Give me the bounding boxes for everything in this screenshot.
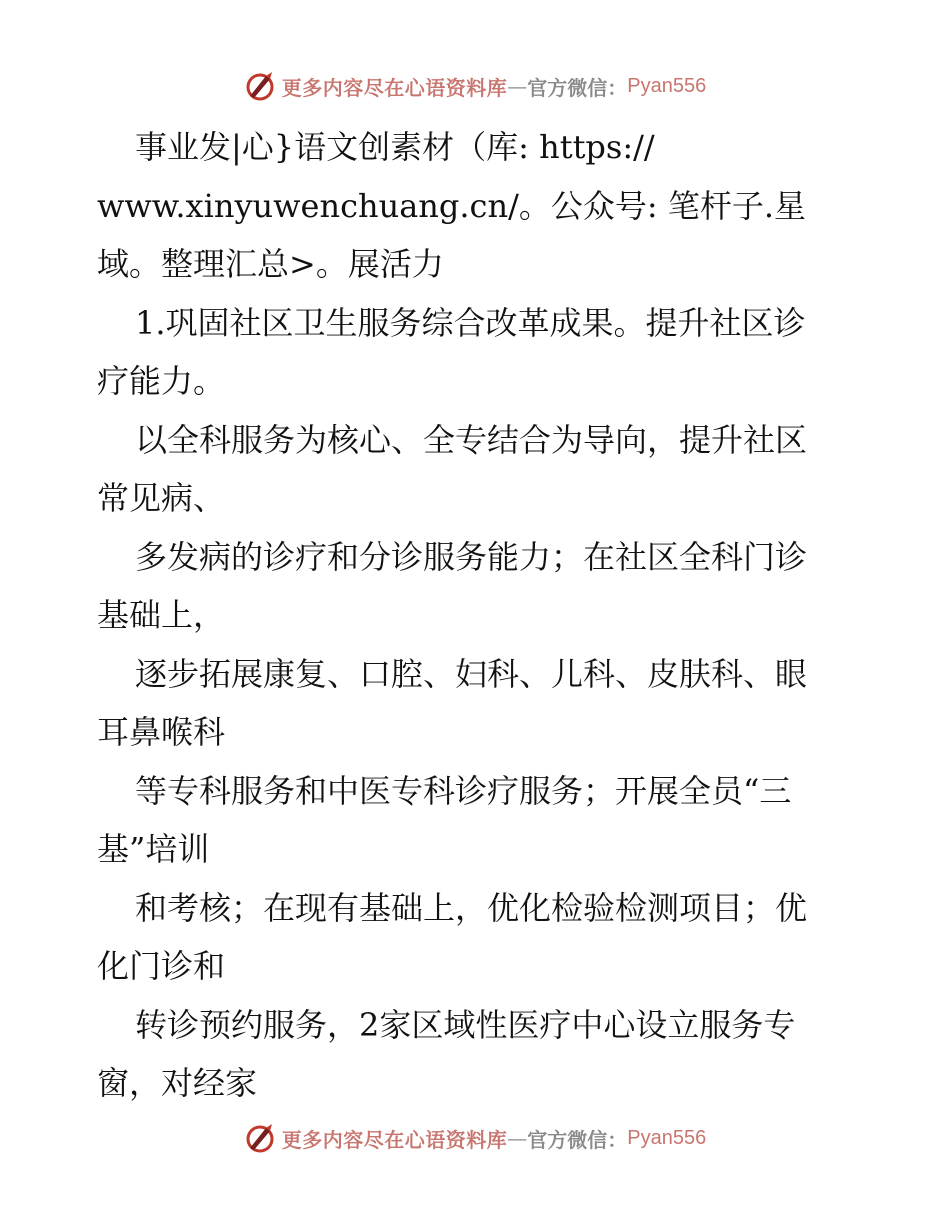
text-line: 窗，对经家 [97, 1064, 258, 1102]
text-line: 基础上， [97, 596, 226, 634]
header-watermark-banner [0, 70, 950, 102]
text-line: 等专科服务和中医专科诊疗服务；开展全员“三 [135, 771, 792, 810]
banner-separator: — [507, 74, 528, 98]
document-body [97, 118, 857, 1113]
text-line: 和考核；在现有基础上，优化检验检测项目；优 [135, 888, 808, 927]
text-line: 逐步拓展康复、口腔、妇科、儿科、皮肤科、眼 [135, 654, 808, 693]
quill-pen-logo-icon [244, 1122, 276, 1154]
banner-separator: — [507, 1126, 528, 1150]
text-line: 多发病的诊疗和分诊服务能力；在社区全科门诊 [135, 537, 808, 576]
quill-pen-logo-icon [244, 70, 276, 102]
text-line: 常见病、 [97, 479, 226, 517]
banner-wechat-id: Pyan556 [627, 1126, 707, 1149]
text-line: 耳鼻喉科 [97, 713, 226, 751]
text-line: www.xinyuwenchuang.cn/。公众号: 笔杆子.星 [97, 186, 806, 225]
banner-wechat-id: Pyan556 [627, 74, 707, 97]
banner-wechat-label: 官方微信： [527, 75, 628, 100]
text-line: 事业发|心}语文创素材（库: https:// [135, 128, 655, 166]
text-line: 基”培训 [97, 830, 210, 868]
text-line: 转诊预约服务，2家区域性医疗中心设立服务专 [135, 1005, 796, 1044]
banner-text: 更多内容尽在心语资料库 [281, 75, 508, 100]
text-line: 化门诊和 [97, 947, 226, 985]
footer-watermark-banner [0, 1122, 950, 1154]
text-line: 疗能力。 [97, 362, 226, 400]
banner-text: 更多内容尽在心语资料库 [281, 1127, 508, 1152]
banner-wechat-label: 官方微信： [527, 1127, 628, 1152]
text-line: 以全科服务为核心、全专结合为导向，提升社区 [135, 420, 808, 459]
text-line: 域。整理汇总>。展活力 [97, 245, 444, 283]
text-line: 1.巩固社区卫生服务综合改革成果。提升社区诊 [135, 303, 806, 342]
